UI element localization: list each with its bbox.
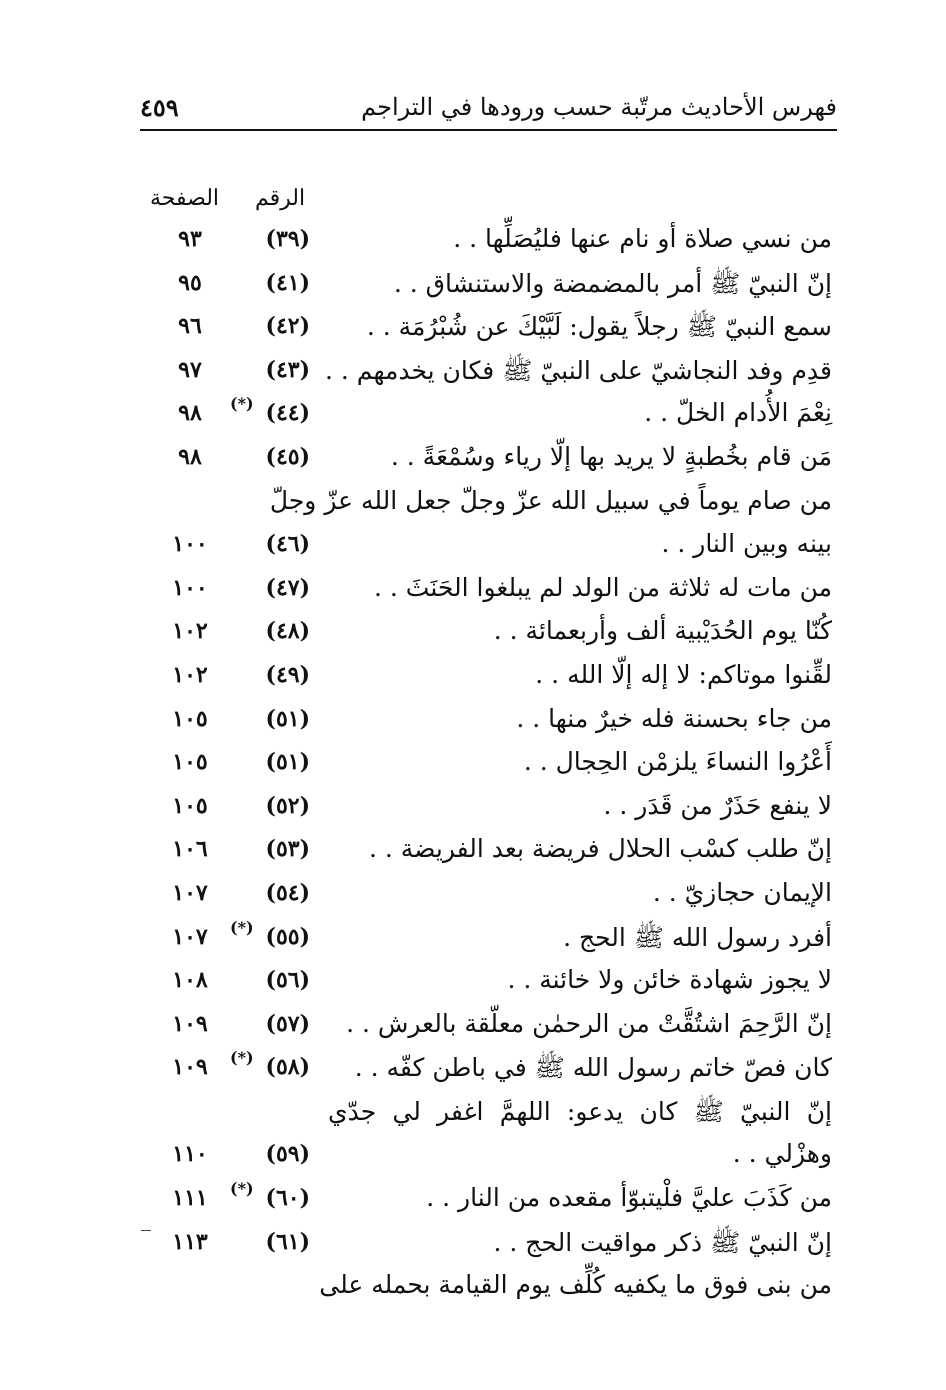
index-entry xyxy=(140,961,840,1005)
index-entry xyxy=(140,525,840,569)
hadith-text: من بنى فوق ما يكفيه كُلِّف يوم القيامة بحمله على xyxy=(319,1270,832,1300)
hadith-text: سمع النبيّ ﷺ رجلاً يقول: لَبَّيْكَ عن شُبْرُمَة . . xyxy=(366,312,832,342)
hadith-number: (٥٤) xyxy=(265,879,310,906)
hadith-text: من مات له ثلاثة من الولد لم يبلغوا الحَنَثَ . . xyxy=(374,572,832,602)
hadith-text: إنّ النبيّ ﷺ ذكر مواقيت الحج . . xyxy=(493,1227,832,1257)
hadith-text: من صام يوماً في سبيل الله عزّ وجلّ جعل الله عزّ وجلّ xyxy=(269,485,832,515)
hadith-text: من كَذَبَ عليَّ فلْيتبوّأ مقعده من النار . . xyxy=(426,1183,832,1213)
hadith-text: قدِم وفد النجاشيّ على النبيّ ﷺ فكان يخدمهم . . xyxy=(325,355,832,385)
page-reference: ١٠٥ xyxy=(172,705,208,732)
index-entry xyxy=(140,307,840,351)
index-entry xyxy=(140,918,840,962)
page-reference: ١٠٠ xyxy=(172,574,208,601)
hadith-number: (٦٠) xyxy=(265,1185,310,1212)
page-reference: ١٠٩ xyxy=(172,1054,208,1081)
hadith-number: (٤٩) xyxy=(265,661,310,688)
page-reference: ١٠٦ xyxy=(172,836,208,863)
page-reference: ٩٣ xyxy=(178,226,202,252)
hadith-number: (٤٥) xyxy=(265,443,310,470)
hadith-text: كُنّا يوم الحُدَيْبية ألف وأربعمائة . . xyxy=(493,616,832,646)
asterisk-marker: (*) xyxy=(230,394,254,414)
hadith-text: إنّ النبيّ ﷺ أمر بالمضمضة والاستنشاق . . xyxy=(393,268,832,298)
page-reference: ٩٨ xyxy=(178,443,202,470)
index-entry xyxy=(140,1048,840,1092)
hadith-text: إنّ طلب كسْب الحلال فريضة بعد الفريضة . . xyxy=(368,834,832,864)
index-entry xyxy=(140,351,840,395)
hadith-number: (٦١) xyxy=(265,1228,310,1255)
hadith-text: من نسي صلاة أو نام عنها فليُصَلِّها . . xyxy=(453,224,832,253)
page-reference: ١٠٠ xyxy=(172,531,208,558)
hadith-number: (٤٤) xyxy=(265,400,310,427)
page-reference: ٩٧ xyxy=(178,356,202,383)
page-reference: ١١٠ xyxy=(172,1141,208,1168)
index-entry xyxy=(140,743,840,787)
page-reference: ١٠٢ xyxy=(172,618,208,645)
hadith-text: مَن قام بخُطبةٍ لا يريد بها إلّا رياء وسُمْعَةً . . xyxy=(390,441,832,471)
hadith-text: من جاء بحسنة فله خيرٌ منها . . xyxy=(516,703,832,733)
hadith-number: (٥١) xyxy=(265,749,310,776)
hadith-number: (٥٦) xyxy=(265,967,310,994)
hadith-number: (٥٥) xyxy=(265,923,310,950)
hadith-number: (٥٧) xyxy=(265,1010,310,1037)
page-reference: ١٠٥ xyxy=(172,749,208,776)
hadith-number: (٥٣) xyxy=(265,836,310,863)
index-entry xyxy=(140,264,840,308)
column-headers xyxy=(150,186,310,218)
index-entry xyxy=(140,1135,840,1179)
hadith-text: وهزْلي . . xyxy=(732,1139,832,1169)
hadith-text: أَعْرُوا النساءَ يلزمْن الحِجال . . xyxy=(523,747,832,777)
page-reference: ١٠٧ xyxy=(172,923,208,950)
hadith-text: أفرد رسول الله ﷺ الحج . xyxy=(563,922,832,952)
hadith-text: لقِّنوا موتاكم: لا إله إلّا الله . . xyxy=(535,659,832,689)
hadith-number: (٣٩) xyxy=(265,226,310,252)
index-entry xyxy=(140,394,840,438)
page-reference: ٩٦ xyxy=(178,313,202,340)
page-number: ٤٥٩ xyxy=(140,93,179,122)
asterisk-marker: (*) xyxy=(230,1048,254,1068)
page-reference: ١٠٩ xyxy=(172,1010,208,1037)
hadith-text: كان فصّ خاتم رسول الله ﷺ في باطن كفّه . . xyxy=(354,1053,832,1083)
hadith-number: (٥٩) xyxy=(265,1141,310,1168)
hadith-number: (٤٣) xyxy=(265,356,310,383)
index-entry xyxy=(140,1223,840,1267)
hadith-number: (٤٧) xyxy=(265,574,310,601)
hadith-number: (٤٨) xyxy=(265,618,310,645)
header-title: فهرس الأحاديث مرتّبة حسب ورودها في التراجم xyxy=(361,93,837,121)
hadith-text: إنّ الرَّحِمَ اشتُقَّتْ من الرحمٰن معلّقة بالعرش . . xyxy=(346,1008,832,1038)
page-reference: ١٠٢ xyxy=(172,661,208,688)
index-entry xyxy=(140,612,840,656)
hadith-text: الإيمان حجازيّ . . xyxy=(652,877,832,907)
page-reference: ٩٥ xyxy=(178,269,202,296)
page-reference: ١٠٥ xyxy=(172,792,208,819)
index-entry xyxy=(140,438,840,482)
page-reference: ١١١ xyxy=(172,1185,208,1212)
hadith-index-list xyxy=(140,220,840,1310)
page-reference: ١٠٨ xyxy=(172,967,208,994)
hadith-text: بينه وبين النار . . xyxy=(661,529,832,559)
column-header-number: الرقم xyxy=(255,186,306,211)
page-reference: ١٠٧ xyxy=(172,879,208,906)
index-entry xyxy=(140,482,840,526)
margin-mark xyxy=(141,1230,151,1231)
index-entry xyxy=(140,656,840,700)
index-entry xyxy=(140,1179,840,1223)
index-entry xyxy=(140,787,840,831)
running-header xyxy=(140,93,837,129)
index-entry xyxy=(140,569,840,613)
hadith-number: (٤١) xyxy=(265,269,310,296)
hadith-number: (٥٢) xyxy=(265,792,310,819)
hadith-number: (٤٦) xyxy=(265,531,310,558)
index-entry xyxy=(140,220,840,264)
hadith-text: لا ينفع حَذَرٌ من قَدَر . . xyxy=(603,790,832,820)
hadith-number: (٤٢) xyxy=(265,313,310,340)
hadith-number: (٥١) xyxy=(265,705,310,732)
asterisk-marker: (*) xyxy=(230,917,254,937)
index-entry xyxy=(140,1005,840,1049)
index-entry xyxy=(140,830,840,874)
hadith-text: نِعْمَ الأُدام الخلّ . . xyxy=(644,398,832,428)
index-entry xyxy=(140,1266,840,1310)
hadith-number: (٥٨) xyxy=(265,1054,310,1081)
index-entry xyxy=(140,700,840,744)
header-rule xyxy=(140,129,837,131)
asterisk-marker: (*) xyxy=(230,1179,254,1199)
page-reference: ١١٣ xyxy=(172,1228,208,1255)
page-reference: ٩٨ xyxy=(178,400,202,427)
hadith-text: لا يجوز شهادة خائن ولا خائنة . . xyxy=(507,965,832,995)
column-header-page: الصفحة xyxy=(150,186,220,211)
index-entry xyxy=(140,874,840,918)
index-entry xyxy=(140,1092,840,1136)
hadith-text: إنّ النبيّ ﷺ كان يدعو: اللهمَّ اغفر لي جدّي xyxy=(328,1096,832,1126)
